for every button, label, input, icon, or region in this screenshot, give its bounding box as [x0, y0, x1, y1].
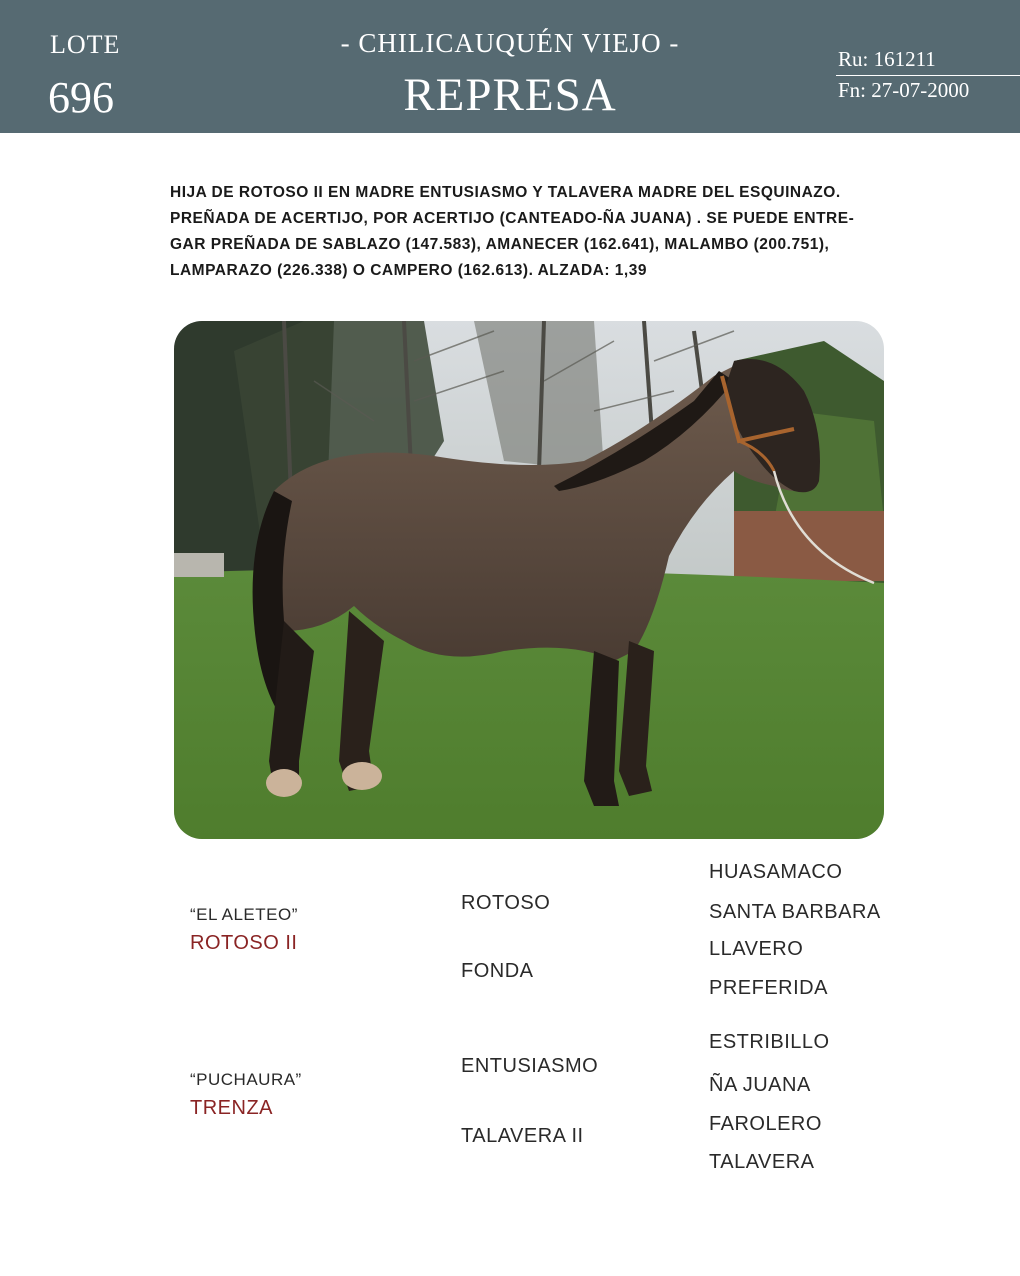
- dam-nickname: “PUCHAURA”: [190, 1070, 302, 1089]
- description-line: GAR PREÑADA DE SABLAZO (147.583), AMANECER (162.641), MALAMBO (200.751),: [170, 236, 830, 253]
- lote-label: LOTE: [50, 30, 121, 59]
- horse-photo-icon: [174, 321, 884, 839]
- horse-photo: [174, 321, 884, 839]
- dam-dam-sire-name: FAROLERO: [709, 1113, 822, 1135]
- sire-dam-sire-name: LLAVERO: [709, 938, 804, 960]
- header-divider: [836, 75, 1020, 76]
- birth-date: Fn: 27-07-2000: [838, 78, 970, 102]
- sire-sire-sire-name: HUASAMACO: [709, 861, 843, 883]
- dam-dam-dam-name: TALAVERA: [709, 1151, 815, 1173]
- sire-sire-dam-name: SANTA BARBARA: [709, 901, 881, 923]
- description-line: LAMPARAZO (226.338) O CAMPERO (162.613). ALZADA: 1,39: [170, 262, 647, 279]
- farm-name: - CHILICAUQUÉN VIEJO -: [340, 28, 680, 58]
- dam-sire-sire-name: ESTRIBILLO: [709, 1031, 830, 1053]
- description-line: HIJA DE ROTOSO II EN MADRE ENTUSIASMO Y TALAVERA MADRE DEL ESQUINAZO.: [170, 184, 841, 201]
- dam-dam-name: TALAVERA II: [461, 1125, 584, 1147]
- sire-dam-dam-name: PREFERIDA: [709, 977, 828, 999]
- sire-nickname: “EL ALETEO”: [190, 905, 298, 924]
- description: [170, 180, 910, 284]
- horse-name: REPRESA: [403, 69, 617, 121]
- sire-name: ROTOSO II: [190, 932, 298, 954]
- dam-name: TRENZA: [190, 1097, 273, 1119]
- description-line: PREÑADA DE ACERTIJO, POR ACERTIJO (CANTEADO-ÑA JUANA) . SE PUEDE ENTRE-: [170, 210, 855, 227]
- dam-sire-dam-name: ÑA JUANA: [709, 1074, 811, 1096]
- registry-number: Ru: 161211: [838, 47, 936, 71]
- header-banner: [0, 0, 1020, 133]
- sire-dam-name: FONDA: [461, 960, 534, 982]
- sire-sire-name: ROTOSO: [461, 892, 551, 914]
- lote-number: 696: [48, 73, 114, 122]
- dam-sire-name: ENTUSIASMO: [461, 1055, 599, 1077]
